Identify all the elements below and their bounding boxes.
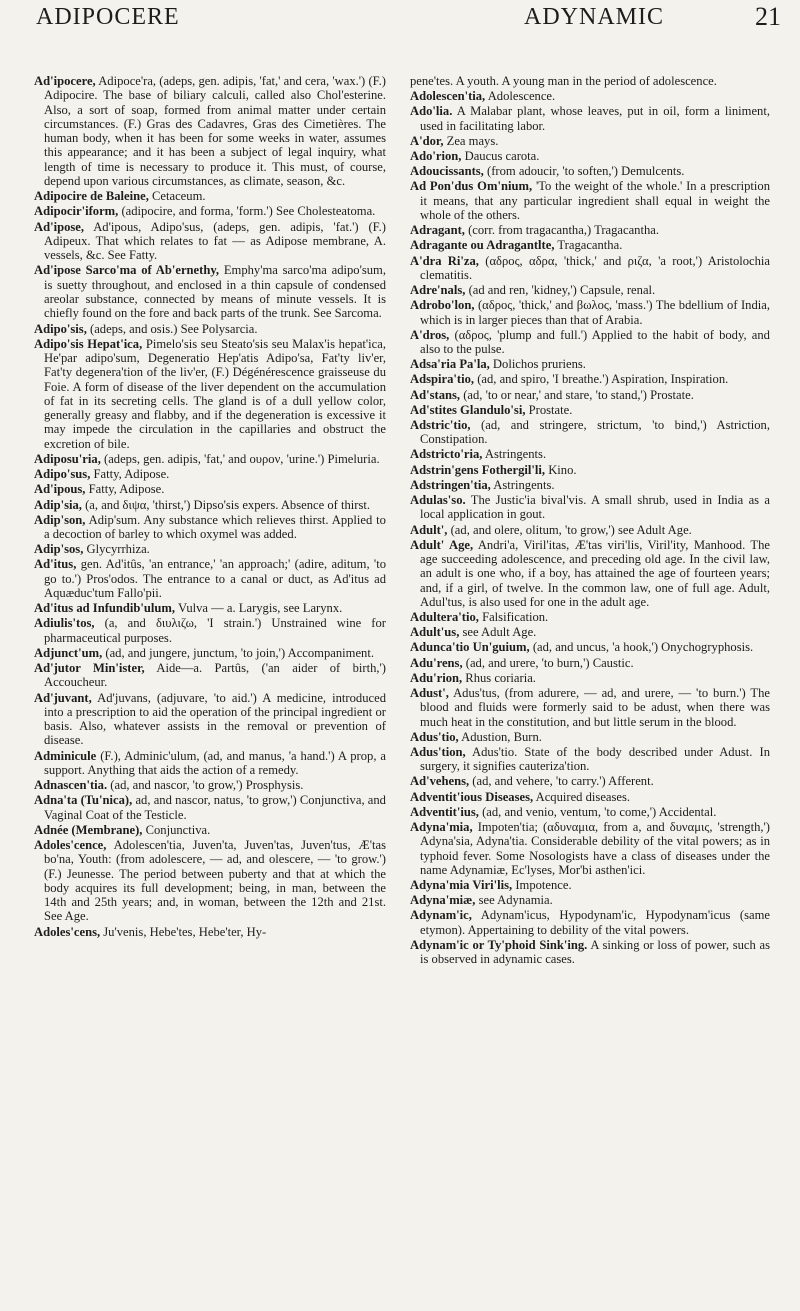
- entry-headword: Adoles'cence,: [34, 837, 107, 852]
- entry-headword: Ad'vehens,: [410, 774, 470, 789]
- dictionary-entry: [410, 238, 770, 252]
- entry-definition: Conjunctiva.: [145, 822, 211, 837]
- entry-definition: (αδρος, 'thick,' and βωλος, 'mass.') The bdellium of India, which is in larger pieces than that of Arabia.: [420, 298, 770, 327]
- entry-headword: Ad'itus ad Infundib'ulum,: [34, 601, 176, 616]
- entry-definition: (a, and διψα, 'thirst,') Dipso'sis expers. Absence of thirst.: [85, 497, 370, 512]
- entry-definition: Adynam'icus, Hypodynam'ic, Hypodynam'icus (same etymon). Appertaining to debility of the vital powers.: [420, 908, 770, 937]
- entry-definition: (corr. from tragacantha,) Tragacantha.: [468, 223, 660, 238]
- entry-headword: Adynam'ic,: [410, 908, 472, 923]
- entry-headword: Adstrin'gens Fothergil'li,: [410, 462, 546, 477]
- entry-definition: Adus'tio. State of the body described under Adust. In surgery, it signifies cauteriza'tion.: [420, 744, 770, 774]
- entry-headword: Adyna'miæ,: [410, 893, 476, 908]
- entry-headword: Ad'ipocere,: [34, 74, 96, 88]
- dictionary-entry: [410, 493, 770, 522]
- entry-headword: A'dros,: [410, 327, 450, 342]
- dictionary-entry: [410, 447, 770, 461]
- dictionary-entry: [34, 749, 386, 778]
- entry-definition: (ad, and uncus, 'a hook,') Onychogryphosis.: [532, 640, 754, 655]
- dictionary-entry: [410, 104, 770, 133]
- entry-definition: (ad, and vehere, 'to carry.') Afferent.: [472, 774, 654, 789]
- entry-definition: Ad'ipous, Adipo'sus, (adeps, gen. adipis, 'fat.') (F.) Adipeux. That which relates to fat — as Adipose membrane, A. vessels, &c. See Fatty.: [44, 219, 386, 263]
- dictionary-entry: [410, 149, 770, 163]
- entry-definition: Emphy'ma sarco'ma adipo'sum, is suetty throughout, and enclosed in a thin capsule of condensed areolar substance, connected by means of minute vessels. It is chiefly found on the fore and back parts of the trunk. See Sarcoma.: [44, 263, 386, 321]
- entry-headword: Adult' Age,: [410, 537, 474, 552]
- dictionary-entry: [410, 74, 770, 88]
- entry-headword: Adna'ta (Tu'nica),: [34, 793, 133, 808]
- entry-definition: (ad, and jungere, junctum, 'to join,') Accompaniment.: [105, 645, 374, 660]
- entry-headword: Adragant,: [410, 223, 465, 238]
- entry-definition: A Malabar plant, whose leaves, put in oil, form a liniment, used in facilitating labor.: [420, 104, 770, 133]
- dictionary-entry: [34, 337, 386, 451]
- entry-definition: ad, and nascor, natus, 'to grow,') Conjunctiva, and Vaginal Coat of the Testicle.: [44, 793, 386, 822]
- running-head-right: ADYNAMIC: [524, 4, 664, 30]
- entry-definition: Cetaceum.: [152, 189, 206, 204]
- entry-definition: Tragacantha.: [557, 238, 623, 253]
- entry-definition: Falsification.: [482, 610, 549, 625]
- entry-headword: Adventit'ious Diseases,: [410, 789, 534, 804]
- entry-headword: Adyna'mia Viri'lis,: [410, 878, 513, 893]
- dictionary-entry: [410, 938, 770, 967]
- dictionary-entry: [34, 498, 386, 512]
- entry-definition: Adolescen'tia, Juven'ta, Juven'tas, Juven'tus, Æ'tas bo'na, Youth: (from adolescere, — ad, and olescere, — 'to grow.') (F.) Jeunesse. The period between puberty and that at which the body acquires its full development; being, in man, between the 14th and 25th years; and, in woman, between the 12th and 21st. See Age.: [44, 837, 386, 924]
- entry-definition: Zea mays.: [446, 133, 499, 148]
- dictionary-entry: [410, 283, 770, 297]
- dictionary-entry: [410, 463, 770, 477]
- entry-definition: (adipocire, and forma, 'form.') See Cholesteatoma.: [121, 204, 376, 219]
- entry-headword: Adiulis'tos,: [34, 616, 95, 631]
- dictionary-entry: [410, 223, 770, 237]
- entry-headword: Adnascen'tia.: [34, 778, 108, 793]
- dictionary-entry: [34, 601, 386, 615]
- entry-definition: Ju'venis, Hebe'tes, Hebe'ter, Hy-: [103, 924, 267, 939]
- dictionary-entry: [410, 164, 770, 178]
- entry-headword: Ad'ipose Sarco'ma of Ab'ernethy,: [34, 263, 220, 278]
- entry-headword: Ad'itus,: [34, 557, 77, 572]
- dictionary-entry: [410, 523, 770, 537]
- entry-definition: pene'tes. A youth. A young man in the period of adolescence.: [410, 74, 717, 88]
- entry-headword: Adminicule: [34, 748, 97, 763]
- dictionary-entry: [410, 357, 770, 371]
- entry-headword: Adiposu'ria,: [34, 451, 101, 466]
- dictionary-entry: [34, 467, 386, 481]
- entry-definition: (F.), Adminic'ulum, (ad, and manus, 'a hand.') A prop, a support. Anything that aids the action of a remedy.: [44, 748, 386, 777]
- entry-headword: Adnée (Membrane),: [34, 822, 143, 837]
- entry-headword: Ad'stites Glandulo'si,: [410, 402, 526, 417]
- dictionary-entry: [34, 220, 386, 263]
- entry-definition: (ad, and venio, ventum, 'to come,') Accidental.: [482, 804, 717, 819]
- dictionary-entry: [410, 538, 770, 609]
- entry-definition: Astringents.: [484, 447, 547, 462]
- dictionary-entry: [410, 89, 770, 103]
- dictionary-entry: [410, 745, 770, 774]
- entry-headword: Adsa'ria Pa'la,: [410, 357, 490, 372]
- dictionary-entry: [34, 263, 386, 320]
- dictionary-entry: [410, 730, 770, 744]
- dictionary-entry: [34, 823, 386, 837]
- entry-definition: (αδρος, 'plump and full.') Applied to the habit of body, and also to the pulse.: [420, 327, 770, 357]
- entry-definition: Kino.: [548, 462, 577, 477]
- entry-definition: Pimelo'sis seu Steato'sis seu Malax'is hepat'ica, He'par adipo'sum, Degeneratio Hep'atis Adipo'sa, Fat'ty liv'er, Fat'ty degenera'tion of the liv'er, (F.) Dégénérescence graisseuse du Foie. A form of disease of the liver dependent on the accumulation of fat in its secreting cells. The gland is of a dull yellow color, generally greasy and flabby, and if the degeneration is excessive it may impede the circulation in the capillaries and obstruct the excretion of bile.: [44, 336, 386, 451]
- entry-headword: Adipo'sus,: [34, 467, 91, 482]
- entry-headword: Ad Pon'dus Om'nium,: [410, 179, 533, 194]
- dictionary-entry: [34, 661, 386, 690]
- entry-headword: Adust',: [410, 686, 449, 700]
- entry-definition: Adipoce'ra, (adeps, gen. adipis, 'fat,' and cera, 'wax.') (F.) Adipocire. The base of biliary calculi, called also Chol'esterine. Also, a sort of soap, formed from animal matter under certain circumstances. (F.) Gras des Cadavres, Gras des Cimetières. The human body, when it has been for some weeks in water, assumes this appearance; and it has been a subject of legal inquiry, what length of time is necessary to produce it. This must, of course, depend upon various circumstances, as climate, season, &c.: [44, 74, 386, 189]
- entry-headword: Adventit'ius,: [410, 804, 479, 819]
- entry-definition: Rhus coriaria.: [465, 670, 536, 685]
- entry-definition: Glycyrrhiza.: [86, 542, 150, 557]
- dictionary-entry: [410, 403, 770, 417]
- entry-headword: Adu'rion,: [410, 670, 463, 685]
- page-number: 21: [755, 2, 781, 31]
- entry-headword: Adstric'tio,: [410, 417, 471, 432]
- entry-definition: (from adoucir, 'to soften,') Demulcents.: [487, 164, 685, 179]
- dictionary-entry: [410, 298, 770, 327]
- entry-headword: Adoucissants,: [410, 164, 484, 179]
- entry-headword: Adulas'so.: [410, 493, 466, 508]
- entry-definition: Prostate.: [528, 402, 573, 417]
- entry-definition: Andri'a, Viril'itas, Æ'tas viri'lis, Viril'ity, Manhood. The age succeeding adolescence, and preceding old age. In the civil law, an adult is one who, if a boy, has attained the age of fourteen years; and, if a girl, of twelve. In the common law, one of full age. Adult, Adul'tus, is also used for one in the adult age.: [420, 537, 770, 609]
- entry-definition: Vulva — a. Larygis, see Larynx.: [177, 601, 343, 616]
- dictionary-entry: [410, 640, 770, 654]
- entry-definition: Aide—a. Partûs, ('an aider of birth,') Accoucheur.: [44, 661, 386, 690]
- dictionary-entry: [410, 671, 770, 685]
- dictionary-entry: [34, 778, 386, 792]
- dictionary-entry: [34, 691, 386, 748]
- entry-definition: 'To the weight of the whole.' In a prescription it means, that any particular ingredient shall equal in weight the whole of the others.: [420, 179, 770, 223]
- entry-headword: Ad'juvant,: [34, 690, 92, 705]
- entry-headword: Adspira'tio,: [410, 372, 475, 387]
- dictionary-entry: [410, 372, 770, 386]
- entry-definition: Acquired diseases.: [535, 789, 631, 804]
- entry-headword: Adrobo'lon,: [410, 298, 475, 313]
- dictionary-entry: [410, 893, 770, 907]
- left-column: [34, 74, 386, 1305]
- right-column: [410, 74, 770, 1305]
- entry-definition: Fatty, Adipose.: [88, 482, 165, 497]
- entry-headword: Adu'rens,: [410, 655, 463, 670]
- entry-definition: (ad, and olere, olitum, 'to grow,') see Adult Age.: [450, 522, 692, 537]
- entry-headword: Adult',: [410, 522, 448, 537]
- entry-headword: Ad'ipous,: [34, 482, 86, 497]
- entry-definition: Fatty, Adipose.: [93, 467, 170, 482]
- dictionary-entry: [34, 646, 386, 660]
- dictionary-entry: [34, 513, 386, 542]
- entry-headword: Adstricto'ria,: [410, 447, 483, 462]
- dictionary-entry: [34, 557, 386, 600]
- dictionary-entry: [410, 179, 770, 222]
- entry-headword: Adoles'cens,: [34, 924, 101, 939]
- entry-definition: (αδρος, αδρα, 'thick,' and ριζα, 'a root,') Aristolochia clematitis.: [420, 253, 770, 282]
- dictionary-entry: [410, 478, 770, 492]
- dictionary-entry: [410, 625, 770, 639]
- entry-headword: Adstringen'tia,: [410, 477, 491, 492]
- dictionary-entry: [34, 793, 386, 822]
- dictionary-entry: [410, 418, 770, 447]
- dictionary-entry: [34, 925, 386, 939]
- entry-definition: (ad and ren, 'kidney,') Capsule, renal.: [468, 283, 656, 298]
- entry-definition: Adustion, Burn.: [461, 729, 542, 744]
- entry-headword: Adipocir'iform,: [34, 204, 119, 219]
- entry-definition: see Adult Age.: [462, 625, 537, 640]
- entry-headword: Adyna'mia,: [410, 820, 473, 835]
- entry-definition: (a, and διυλιζω, 'I strain.') Unstrained wine for pharmaceutical purposes.: [44, 616, 386, 645]
- dictionary-entry: [410, 790, 770, 804]
- entry-headword: Ad'ipose,: [34, 219, 85, 234]
- dictionary-entry: [34, 322, 386, 336]
- entry-definition: gen. Ad'itûs, 'an entrance,' 'an approach;' (adire, aditum, 'to go to.') Pros'odos. The entrance to a canal or duct, as Ad'itus ad Aquæduc'tum Fallo'pii.: [44, 557, 386, 600]
- entry-definition: The Justic'ia bival'vis. A small shrub, used in India as a local application in gout.: [420, 493, 770, 522]
- entry-definition: Adip'sum. Any substance which relieves thirst. Applied to a decoction of barley to which oxymel was added.: [44, 512, 386, 541]
- entry-definition: Impotence.: [515, 878, 572, 893]
- dictionary-entry: [410, 686, 770, 729]
- entry-headword: Adultera'tio,: [410, 610, 479, 625]
- dictionary-entry: [410, 388, 770, 402]
- entry-headword: Adipocire de Baleine,: [34, 189, 149, 204]
- entry-headword: Adipo'sis Hepat'ica,: [34, 336, 143, 351]
- dictionary-entry: [410, 610, 770, 624]
- entry-definition: A sinking or loss of power, such as is observed in adynamic cases.: [420, 937, 770, 967]
- running-head-left: ADIPOCERE: [36, 4, 180, 30]
- dictionary-entry: [34, 204, 386, 218]
- entry-headword: Adragante ou Adragantlte,: [410, 238, 555, 253]
- entry-definition: (ad, and nascor, 'to grow,') Prosphysis.: [110, 778, 304, 793]
- entry-definition: (ad, and urere, 'to burn,') Caustic.: [465, 655, 634, 670]
- entry-headword: Adult'us,: [410, 625, 460, 640]
- entry-headword: Ado'lia.: [410, 104, 453, 119]
- entry-definition: Ad'juvans, (adjuvare, 'to aid.') A medicine, introduced into a prescription to aid the operation of the principal ingredient or basis. Also, whatever assists in the removal or prevention of disease.: [44, 690, 386, 748]
- dictionary-entry: [410, 878, 770, 892]
- entry-headword: Adynam'ic or Ty'phoid Sink'ing.: [410, 937, 588, 952]
- dictionary-entry: [410, 254, 770, 283]
- entry-definition: Adolescence.: [487, 89, 556, 104]
- entry-definition: Impoten'tia; (αδυναμια, from a, and δυναμις, 'strength,') Adyna'sia, Adyna'tia. Considerable debility of the vital powers; as in typhoid fever. Some Nosologists have a class of diseases under the name Adynamiæ, Ec'lyses, Mor'bi asthen'ici.: [420, 820, 770, 877]
- entry-definition: (ad, and stringere, strictum, 'to bind,') Astriction, Constipation.: [420, 417, 770, 447]
- entry-definition: (ad, 'to or near,' and stare, 'to stand,') Prostate.: [463, 387, 694, 402]
- dictionary-entry: [34, 838, 386, 924]
- entry-definition: (ad, and spiro, 'I breathe.') Aspiration, Inspiration.: [477, 372, 729, 387]
- entry-headword: Adip'son,: [34, 512, 86, 527]
- dictionary-entry: [34, 482, 386, 496]
- entry-headword: A'dra Ri'za,: [410, 253, 479, 268]
- dictionary-entry: [410, 805, 770, 819]
- entry-definition: (adeps, gen. adipis, 'fat,' and ουρον, 'urine.') Pimeluria.: [104, 451, 380, 466]
- dictionary-entry: [34, 616, 386, 645]
- entry-headword: Adip'sos,: [34, 542, 84, 557]
- entry-headword: Adre'nals,: [410, 283, 466, 298]
- entry-headword: Ado'rion,: [410, 149, 462, 164]
- entry-headword: Adipo'sis,: [34, 321, 87, 336]
- dictionary-entry: [410, 134, 770, 148]
- entry-definition: Astringents.: [493, 477, 555, 492]
- entry-headword: Ad'stans,: [410, 387, 461, 402]
- dictionary-entry: [410, 820, 770, 877]
- entry-headword: Adolescen'tia,: [410, 89, 486, 104]
- entry-definition: Adus'tus, (from adurere, — ad, and urere, — 'to burn.') The blood and fluids were formerly said to be adust, when there was much heat in the constitution, and but little serum in the blood.: [420, 686, 770, 729]
- entry-headword: Adip'sia,: [34, 497, 82, 512]
- entry-headword: Adunca'tio Un'guium,: [410, 640, 530, 655]
- dictionary-entry: [410, 656, 770, 670]
- dictionary-entry: [410, 328, 770, 357]
- entry-headword: Ad'jutor Min'ister,: [34, 661, 145, 676]
- entry-headword: A'dor,: [410, 133, 444, 148]
- dictionary-entry: [34, 452, 386, 466]
- dictionary-entry: [410, 774, 770, 788]
- entry-headword: Adus'tio,: [410, 729, 459, 744]
- entry-definition: see Adynamia.: [478, 893, 553, 908]
- entry-definition: Daucus carota.: [464, 149, 540, 164]
- entry-headword: Adus'tion,: [410, 744, 466, 759]
- dictionary-entry: [410, 908, 770, 937]
- entry-definition: (adeps, and osis.) See Polysarcia.: [90, 321, 258, 336]
- entry-headword: Adjunct'um,: [34, 645, 103, 660]
- entry-definition: Dolichos pruriens.: [492, 357, 586, 372]
- dictionary-entry: [34, 542, 386, 556]
- dictionary-entry: [34, 189, 386, 203]
- dictionary-entry: [34, 74, 386, 188]
